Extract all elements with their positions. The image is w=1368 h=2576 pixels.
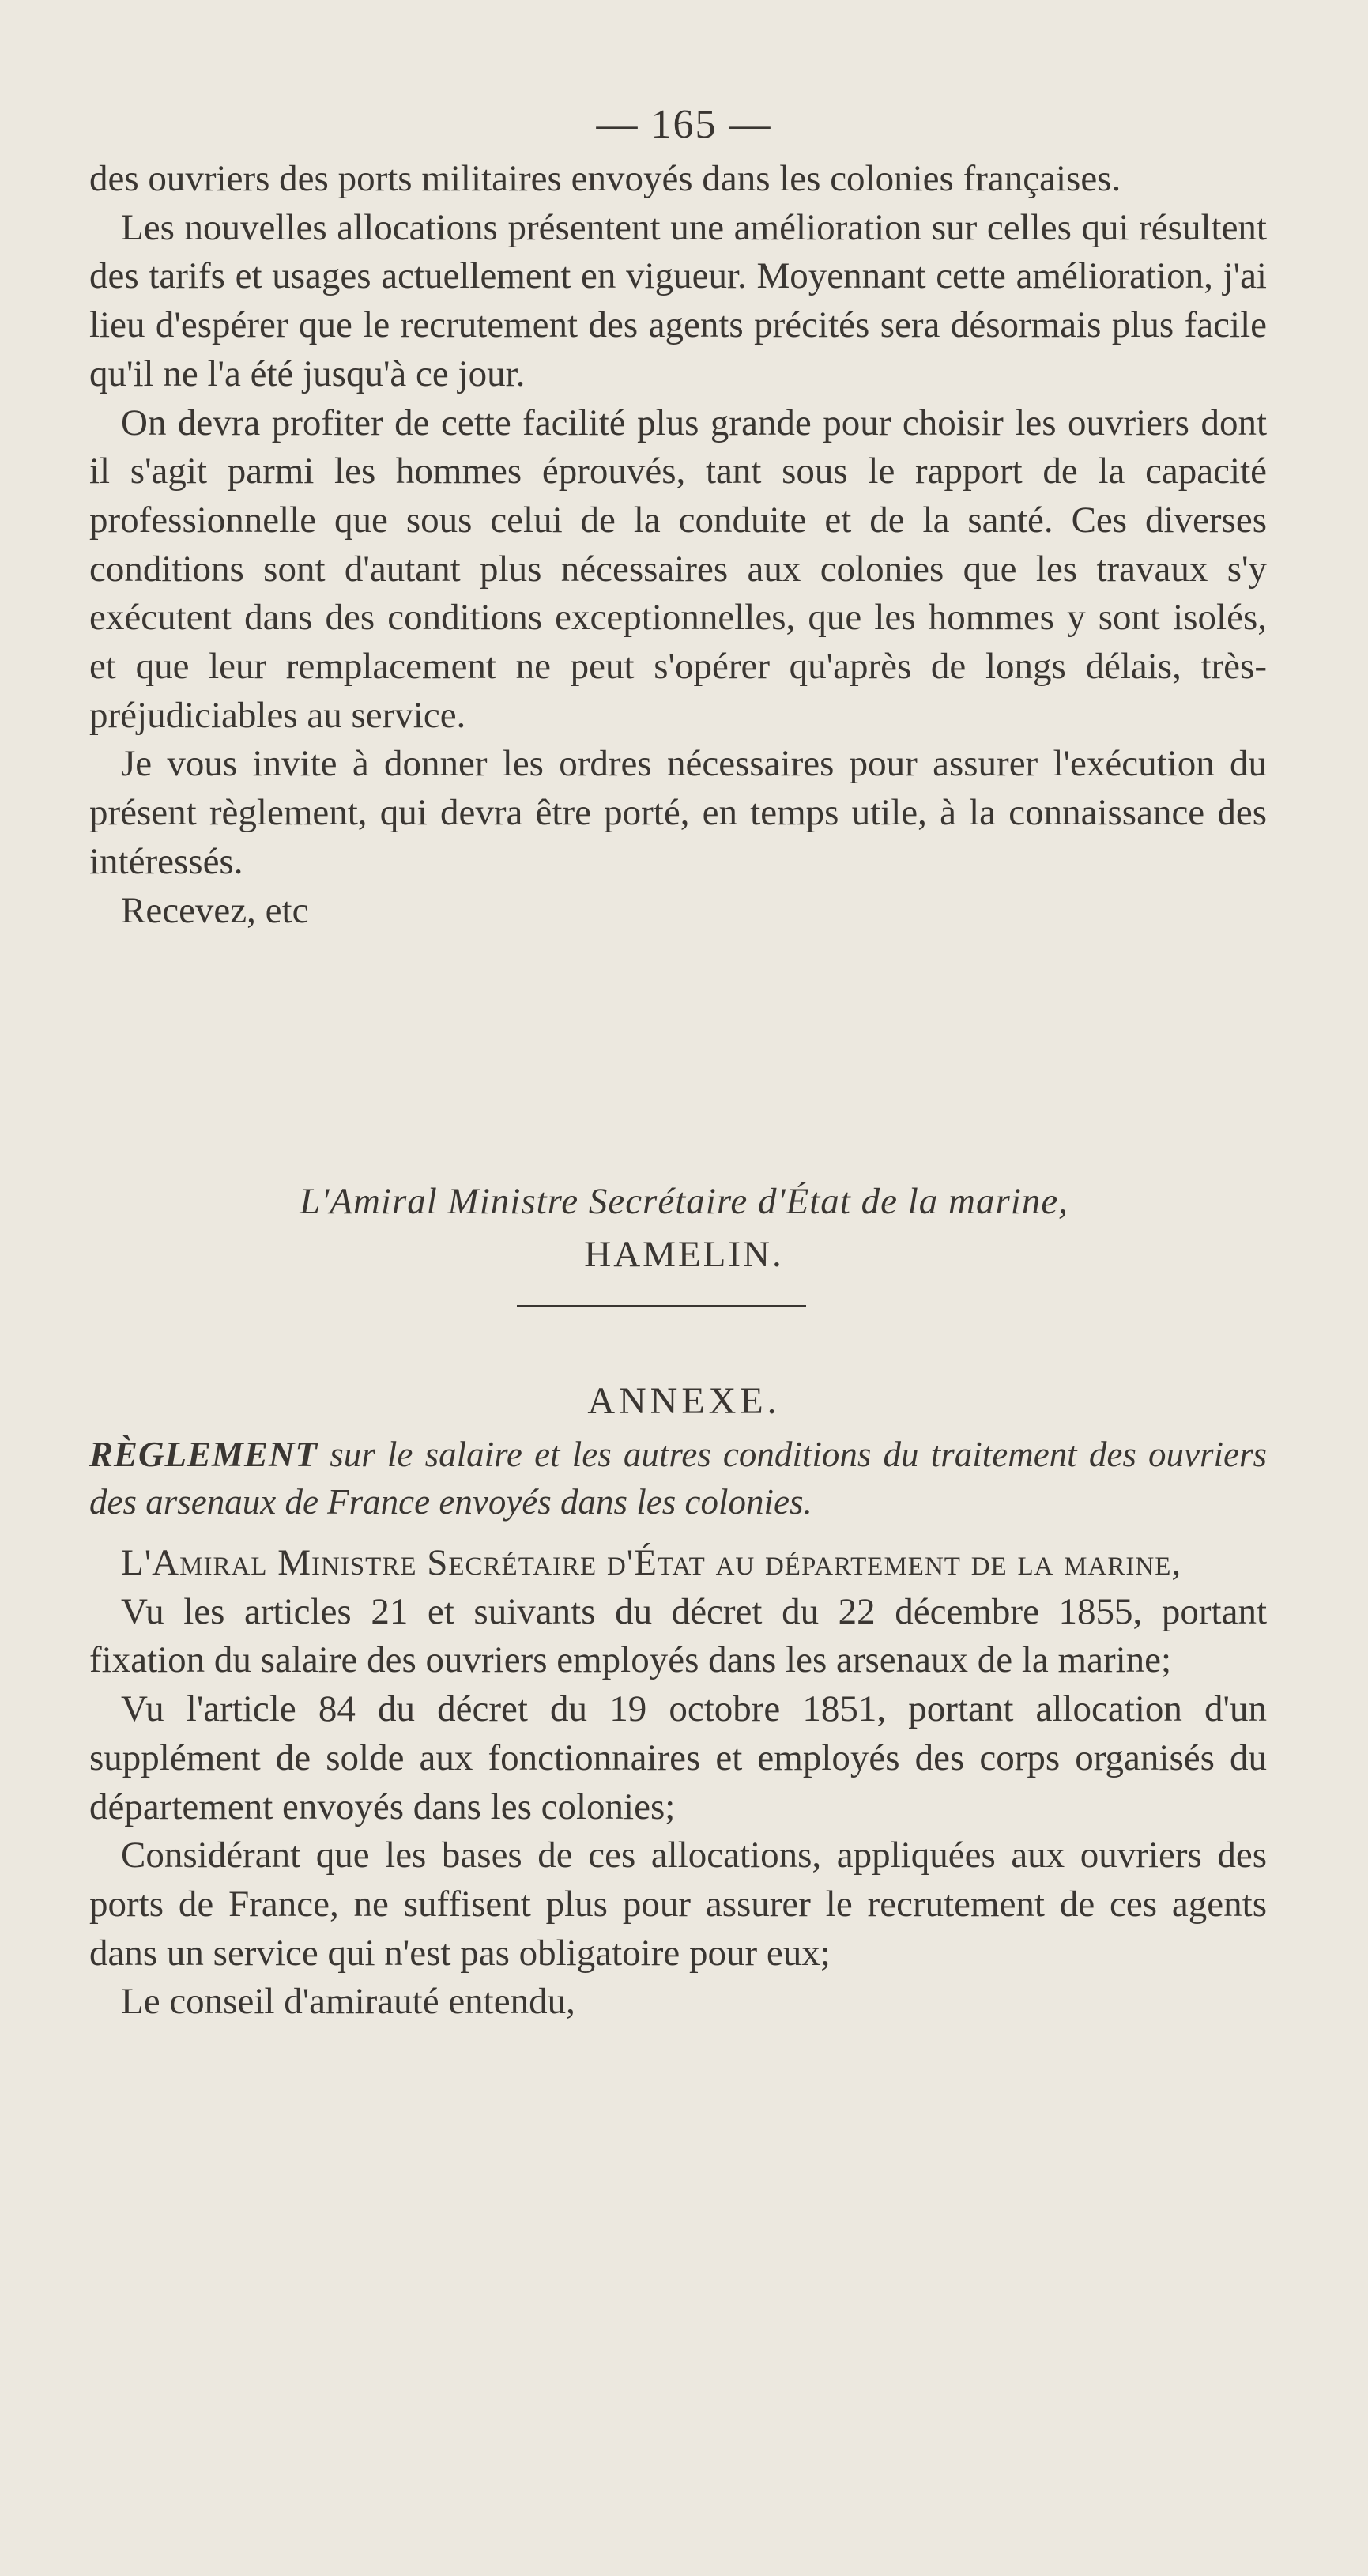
section-divider (517, 1305, 806, 1307)
annex-paragraph-conseil: Le conseil d'amirauté entendu, (121, 1981, 575, 2023)
paragraph-orders: Je vous invite à donner les ordres nécessaires pour assurer l'exécution du présent règlement, qui devra être porté, en temps utile, à la connaissance des intéressés. (89, 743, 1267, 882)
annex-heading: ANNEXE. (587, 1380, 781, 1422)
annex-paragraph-decree-1855: Vu les articles 21 et suivants du décret du 22 décembre 1855, portant fixation du salaire des ouvriers employés dans les arsenaux de la marine; (89, 1590, 1267, 1681)
paragraph-continuation: des ouvriers des ports militaires envoyés dans les colonies françaises. (89, 158, 1121, 199)
signature-name: HAMELIN. (584, 1234, 784, 1275)
signature-title: L'Amiral Ministre Secrétaire d'État de la marine, (300, 1181, 1068, 1222)
annex-subtitle-lead: RÈGLEMENT (89, 1435, 318, 1474)
paragraph-allocations: Les nouvelles allocations présentent une amélioration sur celles qui résultent des tarifs et usages actuellement en vigueur. Moyennant cette amélioration, j'ai lieu d'espérer que le recrutement des agents précités sera désormais plus facile qu'il ne l'a été jusqu'à ce jour. (89, 206, 1267, 394)
annex-subtitle (89, 1431, 1267, 1526)
annex-paragraph-decree-1851: Vu l'article 84 du décret du 19 octobre 1851, portant allocation d'un supplément de solde aux fonctionnaires et employés des corps organisés du département envoyés dans les colonies; (89, 1688, 1267, 1827)
annex-body (89, 1539, 1267, 2027)
annex-subtitle-rest: sur le salaire et les autres conditions du traitement des ouvriers des arsenaux de France envoyés dans les colonies. (89, 1435, 1267, 1522)
annex-authority: L'Amiral Ministre Secrétaire d'État au département de la marine, (121, 1542, 1182, 1583)
paragraph-closing: Recevez, etc (121, 889, 309, 931)
page-number: — 165 — (596, 102, 772, 147)
paragraph-selection: On devra profiter de cette facilité plus grande pour choisir les ouvriers dont il s'agit parmi les hommes éprouvés, tant sous le rapport de la capacité professionnelle que sous celui de la conduite et de la santé. Ces diverses conditions sont d'autant plus nécessaires aux colonies que les travaux s'y exécutent dans des conditions exceptionnelles, que les hommes y sont isolés, et que leur remplacement ne peut s'opérer qu'après de longs délais, très-préjudiciables au service. (89, 402, 1267, 736)
letter-body (89, 155, 1267, 935)
annex-paragraph-considerant: Considérant que les bases de ces allocations, appliquées aux ouvriers des ports de France, ne suffisent plus pour assurer le recrutement de ces agents dans un service qui n'est pas obligatoire pour eux; (89, 1835, 1267, 1974)
